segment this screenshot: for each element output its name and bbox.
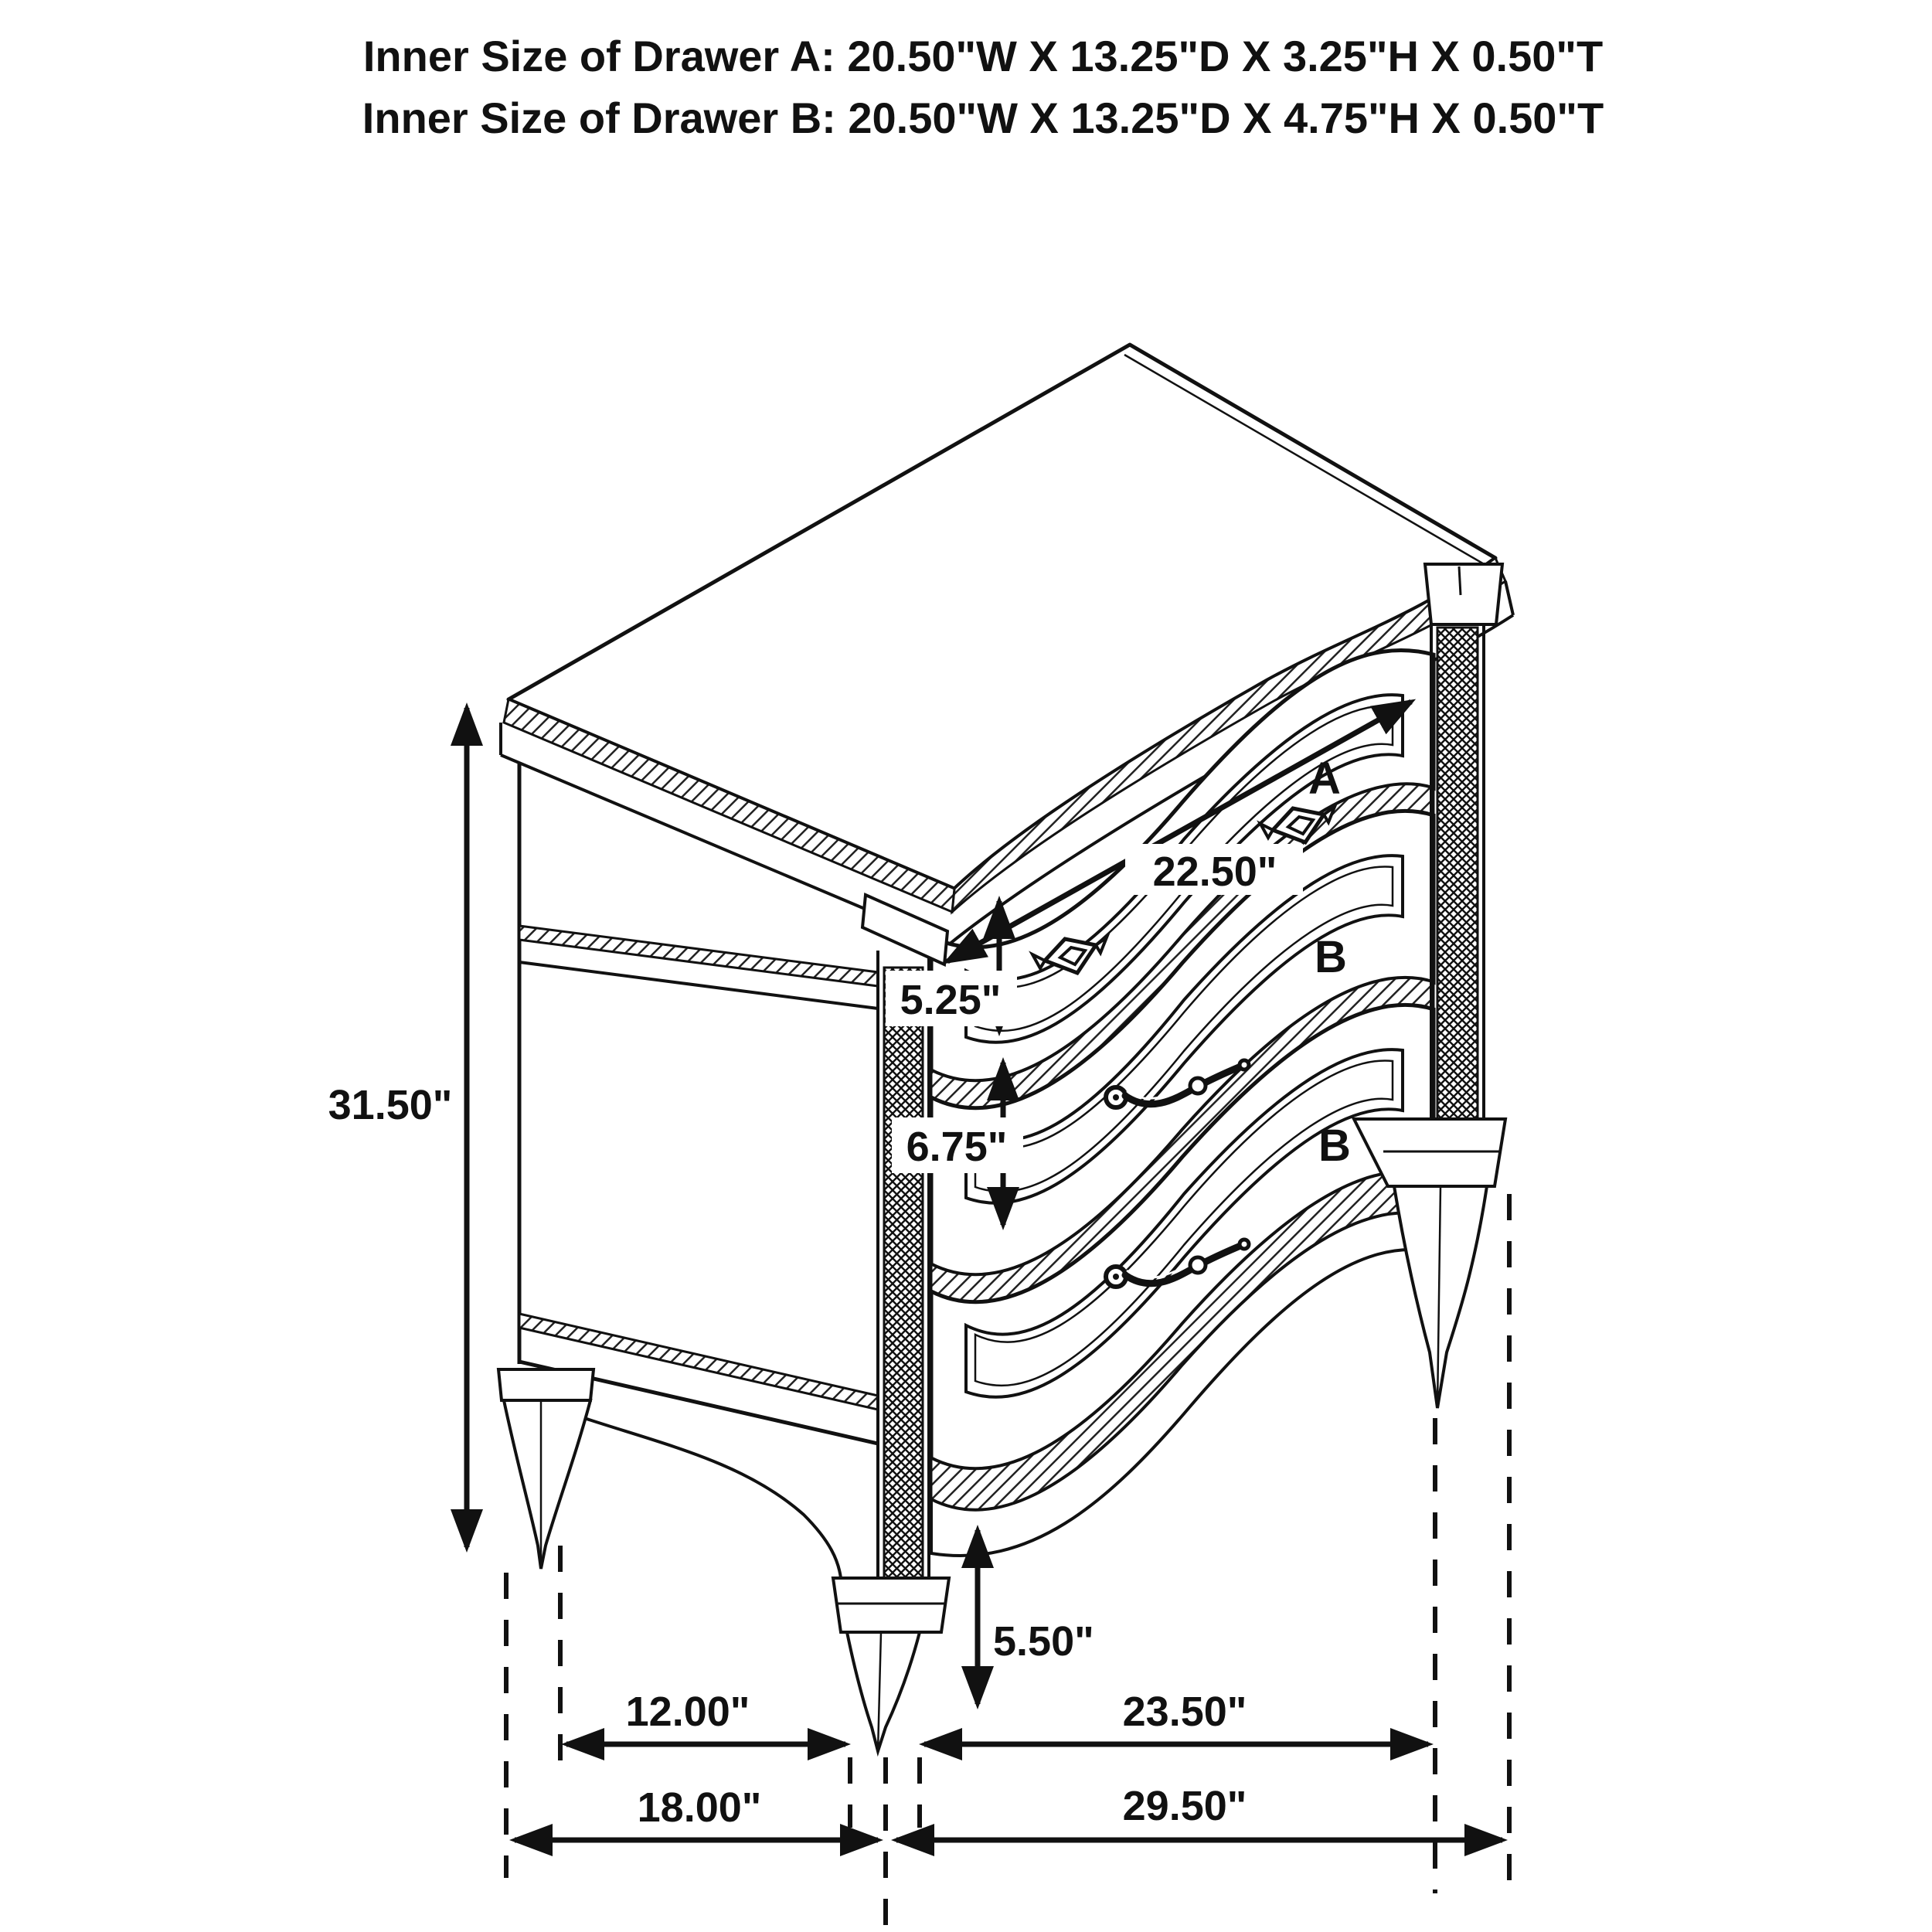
drawer-a-label: A: [1308, 753, 1341, 804]
front-center-leg: [847, 1632, 920, 1751]
dim-span-12: 12.00": [625, 1689, 750, 1735]
dim-drawer-width: 22.50": [1152, 849, 1277, 895]
dim-span-29: 29.50": [1122, 1783, 1247, 1829]
drawer-b-bottom-label: B: [1318, 1121, 1351, 1171]
rear-left-leg: [498, 1369, 594, 1569]
dim-span-18: 18.00": [637, 1784, 762, 1831]
dim-drawer-b-height: 6.75": [906, 1124, 1008, 1170]
front-right-leg: [1394, 1186, 1487, 1408]
nightstand-drawing: [498, 345, 1513, 1751]
dim-span-23: 23.50": [1122, 1689, 1247, 1735]
dim-overall-height: 31.50": [328, 1082, 453, 1128]
header-line2: Inner Size of Drawer B: 20.50"W X 13.25"D X 4.75"H X 0.50"T: [362, 94, 1604, 142]
drawer-b-middle-label: B: [1315, 932, 1347, 982]
header-line1: Inner Size of Drawer A: 20.50"W X 13.25"D X 3.25"H X 0.50"T: [362, 32, 1604, 80]
dim-drawer-a-height: 5.25": [900, 977, 1002, 1023]
dim-leg-height: 5.50": [993, 1618, 1094, 1665]
